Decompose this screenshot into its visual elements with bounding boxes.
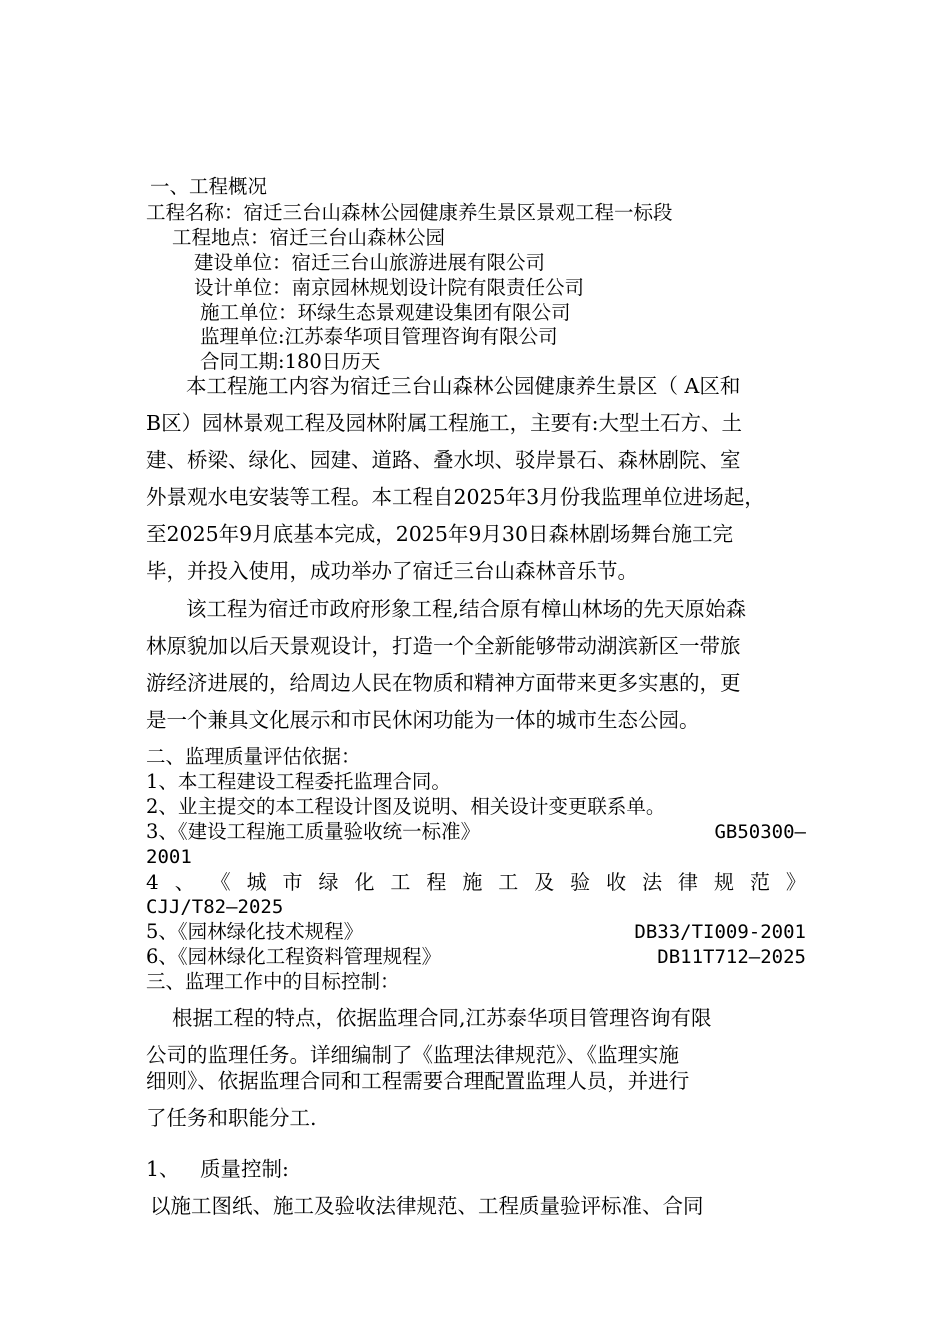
basis-item-char: 绿: [318, 870, 339, 894]
basis-item-char: 律: [678, 870, 699, 894]
section-heading-overview: 一、工程概况: [150, 175, 268, 198]
basis-item-char: 《: [210, 870, 231, 894]
basis-item-char: 4: [146, 870, 159, 894]
basis-item-3: [146, 820, 806, 844]
basis-item-6: [146, 945, 806, 969]
field-designer: 设计单位：南京园林规划设计院有限责任公司: [194, 276, 585, 299]
basis-item-char: 、: [174, 870, 195, 894]
basis-item-char: 法: [642, 870, 663, 894]
basis-item-char: 规: [713, 870, 734, 894]
paragraph-line: 游经济进展的，给周边人民在物质和精神方面带来更多实惠的，更: [146, 671, 741, 695]
basis-item-char: 及: [534, 870, 555, 894]
field-contractor: 施工单位：环绿生态景观建设集团有限公司: [200, 301, 571, 324]
basis-item-code: DB11T712—2025: [657, 946, 806, 968]
field-supervisor: 监理单位:江苏泰华项目管理咨询有限公司: [200, 325, 558, 348]
basis-item-char: 工: [498, 870, 519, 894]
paragraph-line: 是一个兼具文化展示和市民休闲功能为一体的城市生态公园。: [146, 708, 700, 732]
basis-item-char: 验: [570, 870, 591, 894]
paragraph-line: 本工程施工内容为宿迁三台山森林公园健康养生景区（ A区和: [186, 374, 741, 398]
subsection-quality-label: 质量控制:: [200, 1157, 289, 1181]
basis-item-char: 收: [606, 870, 627, 894]
basis-item-char: 施: [462, 870, 483, 894]
basis-item-4: [146, 870, 806, 894]
basis-item-4-code: CJJ/T82—2025: [146, 896, 284, 918]
basis-item-code: DB33/TI009-2001: [634, 921, 806, 943]
basis-item-title: 5、《园林绿化技术规程》: [146, 920, 364, 943]
section-heading-control: 三、监理工作中的目标控制：: [146, 970, 400, 993]
field-project-location: 工程地点：宿迁三台山森林公园: [172, 226, 446, 249]
field-owner: 建设单位：宿迁三台山旅游进展有限公司: [194, 251, 546, 274]
basis-item-char: 化: [354, 870, 375, 894]
paragraph-line: 公司的监理任务。详细编制了《监理法律规范》、《监理实施: [146, 1043, 679, 1067]
paragraph-line: 建、桥梁、绿化、园建、道路、叠水坝、驳岸景石、森林剧院、室: [146, 448, 741, 472]
field-project-name: 工程名称：宿迁三台山森林公园健康养生景区景观工程一标段: [146, 201, 673, 224]
basis-item-char: 工: [390, 870, 411, 894]
basis-item-1: 1、本工程建设工程委托监理合同。: [146, 770, 451, 793]
basis-item-code: GB50300—: [714, 821, 806, 843]
paragraph-line: B区）园林景观工程及园林附属工程施工，主要有:大型土石方、土: [146, 411, 742, 435]
basis-item-2: 2、业主提交的本工程设计图及说明、相关设计变更联系单。: [146, 795, 666, 818]
basis-item-char: 城: [246, 870, 267, 894]
section-heading-basis: 二、监理质量评估依据：: [146, 745, 361, 768]
paragraph-line: 林原貌加以后天景观设计，打造一个全新能够带动湖滨新区一带旅: [146, 634, 741, 658]
paragraph-line: 毕，并投入使用，成功举办了宿迁三台山森林音乐节。: [146, 559, 638, 583]
paragraph-line: 该工程为宿迁市政府形象工程,结合原有樟山林场的先天原始森: [186, 597, 747, 621]
basis-item-title: 6、《园林绿化工程资料管理规程》: [146, 945, 442, 968]
paragraph-line: 细则》、依据监理合同和工程需要合理配置监理人员，并进行: [146, 1069, 690, 1093]
paragraph-line: 以施工图纸、施工及验收法律规范、工程质量验评标准、合同: [150, 1194, 704, 1218]
basis-item-char: 范: [749, 870, 770, 894]
basis-item-5: [146, 920, 806, 944]
paragraph-line: 至2025年9月底基本完成，2025年9月30日森林剧场舞台施工完: [146, 522, 734, 546]
basis-item-char: 》: [785, 870, 806, 894]
basis-item-title: 3、《建设工程施工质量验收统一标准》: [146, 820, 481, 843]
basis-item-code-continued: 2001: [146, 846, 192, 868]
basis-item-char: 程: [426, 870, 447, 894]
paragraph-line: 了任务和职能分工.: [146, 1106, 317, 1130]
basis-item-char: 市: [282, 870, 303, 894]
paragraph-line: 外景观水电安装等工程。本工程自2025年3月份我监理单位进场起，: [146, 485, 765, 509]
field-contract-period: 合同工期:180日历天: [200, 350, 381, 373]
paragraph-line: 根据工程的特点，依据监理合同,江苏泰华项目管理咨询有限: [172, 1006, 712, 1030]
subsection-quality-number: 1、: [146, 1157, 180, 1181]
